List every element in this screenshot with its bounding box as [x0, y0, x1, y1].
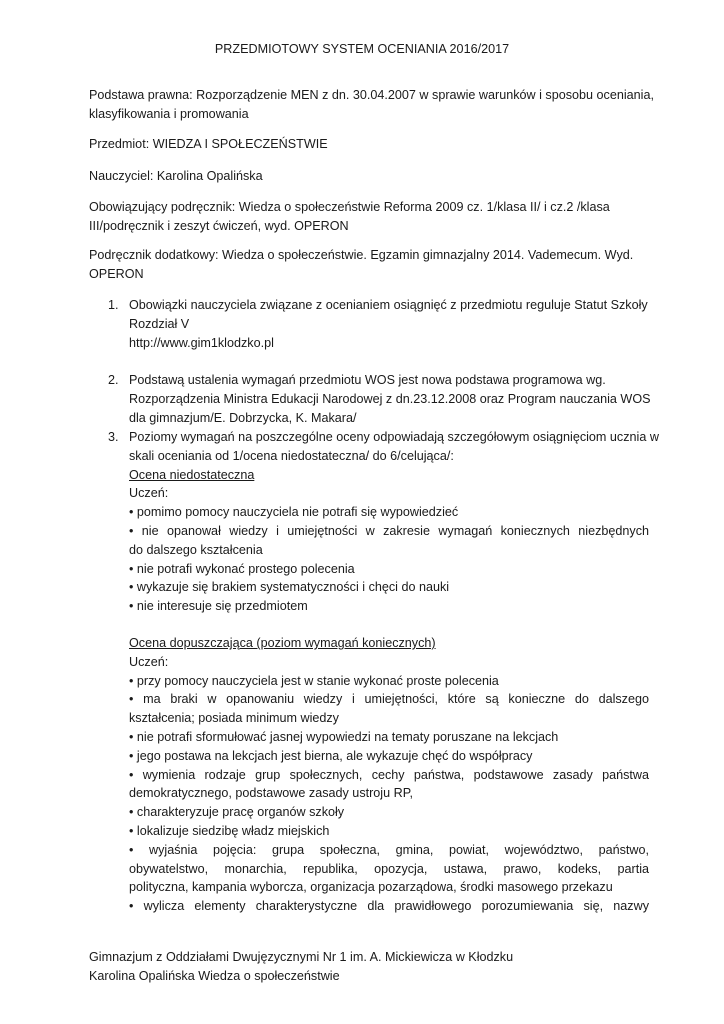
page-title: PRZEDMIOTOWY SYSTEM OCENIANIA 2016/2017	[214, 42, 510, 56]
subject: Przedmiot: WIEDZA I SPOŁECZEŃSTWIE	[89, 137, 328, 151]
school-link[interactable]: http://www.gim1klodzko.pl	[129, 335, 274, 350]
criterion: • wyjaśnia pojęcia: grupa społeczna, gmina, powiat, województwo, państwo,	[129, 842, 649, 857]
list-item-line: Rozdział V	[129, 316, 190, 331]
criterion-continued: demokratycznego, podstawowe zasady ustroju RP,	[129, 786, 413, 801]
page-footer	[89, 948, 649, 986]
list-number: 1.	[108, 298, 119, 312]
extra-textbook	[89, 246, 639, 284]
textbook-line-2: III/podręcznik i zeszyt ćwiczeń, wyd. OPERON	[89, 218, 349, 233]
list-item-line: skali oceniania od 1/ocena niedostateczna/ do 6/celująca/:	[129, 448, 454, 463]
student-label: Uczeń:	[129, 654, 169, 669]
criterion: • wylicza elementy charakterystyczne dla prawidłowego porozumiewania się, nazwy	[129, 899, 649, 914]
legal-basis-line-1: Podstawa prawna: Rozporządzenie MEN z dn. 30.04.2007 w sprawie warunków i sposobu oceniania,	[89, 88, 654, 102]
criterion: • nie potrafi sformułować jasnej wypowiedzi na tematy poruszane na lekcjach	[129, 729, 559, 744]
list-item-line: dla gimnazjum/E. Dobrzycka, K. Makara/	[129, 410, 357, 425]
grade-heading-sufficient: Ocena dopuszczająca (poziom wymagań koniecznych)	[129, 635, 436, 650]
criterion-continued: polityczna, kampania wyborcza, organizacja pozarządowa, środki masowego przekazu	[129, 880, 613, 895]
list-number: 3.	[108, 430, 119, 444]
textbook-line-1: Obowiązujący podręcznik: Wiedza o społeczeństwie Reforma 2009 cz. 1/klasa II/ i cz.2 /klasa	[89, 200, 610, 214]
student-label: Uczeń:	[129, 486, 169, 501]
list-item-1	[89, 296, 649, 352]
criterion: • nie opanował wiedzy i umiejętności w zakresie wymagań koniecznych niezbędnych	[129, 523, 649, 538]
footer-school: Gimnazjum z Oddziałami Dwujęzycznymi Nr 1 im. A. Mickiewicza w Kłodzku	[89, 950, 514, 964]
teacher: Nauczyciel: Karolina Opalińska	[89, 169, 263, 183]
list-item-line: Obowiązki nauczyciela związane z ocenianiem osiągnięć z przedmiotu reguluje Statut Szkoły	[129, 298, 648, 312]
list-item-line: Rozporządzenia Ministra Edukacji Narodowej z dn.23.12.2008 oraz Program nauczania WOS	[129, 391, 651, 406]
criterion-continued: obywatelstwo, monarchia, republika, opozycja, ustawa, prawo, kodeks, partia	[129, 861, 649, 876]
criterion: • wymienia rodzaje grup społecznych, cechy państwa, podstawowe zasady państwa	[129, 767, 649, 782]
footer-author: Karolina Opalińska Wiedza o społeczeństwie	[89, 968, 340, 983]
criterion: • jego postawa na lekcjach jest bierna, ale wykazuje chęć do współpracy	[129, 748, 533, 763]
criterion: • przy pomocy nauczyciela jest w stanie wykonać proste polecenia	[129, 673, 499, 688]
textbook	[89, 198, 639, 236]
criterion: • nie interesuje się przedmiotem	[129, 599, 308, 614]
list-item-2	[89, 371, 649, 427]
list-item-3	[89, 428, 659, 916]
criterion: • wykazuje się brakiem systematyczności i chęci do nauki	[129, 580, 450, 595]
criterion: • ma braki w opanowaniu wiedzy i umiejętności, które są konieczne do dalszego	[129, 692, 649, 707]
legal-basis	[89, 86, 654, 124]
extra-textbook-line-1: Podręcznik dodatkowy: Wiedza o społeczeństwie. Egzamin gimnazjalny 2014. Vademecum. Wyd.	[89, 248, 634, 262]
extra-textbook-line-2: OPERON	[89, 266, 144, 281]
list-number: 2.	[108, 373, 119, 387]
criterion: • pomimo pomocy nauczyciela nie potrafi się wypowiedzieć	[129, 505, 459, 520]
list-item-line: Podstawą ustalenia wymagań przedmiotu WOS jest nowa podstawa programowa wg.	[129, 373, 606, 387]
criterion-continued: kształcenia; posiada minimum wiedzy	[129, 711, 339, 726]
criterion-continued: do dalszego kształcenia	[129, 542, 263, 557]
list-item-line: Poziomy wymagań na poszczególne oceny odpowiadają szczegółowym osiągnięciom ucznia w	[129, 430, 659, 444]
criterion: • nie potrafi wykonać prostego polecenia	[129, 561, 355, 576]
legal-basis-line-2: klasyfikowania i promowania	[89, 106, 249, 121]
grade-heading-insufficient: Ocena niedostateczna	[129, 467, 255, 482]
criterion: • charakteryzuje pracę organów szkoły	[129, 805, 345, 820]
criterion: • lokalizuje siedzibę władz miejskich	[129, 823, 330, 838]
